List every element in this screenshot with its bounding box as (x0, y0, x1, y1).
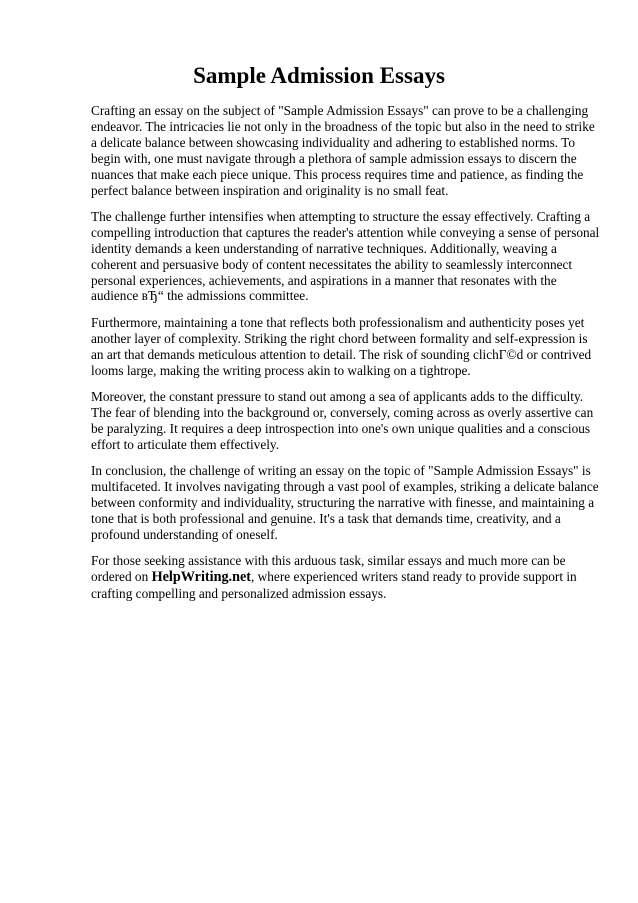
paragraph-5: In conclusion, the challenge of writing an essay on the topic of "Sample Admission Essays" is multifaceted. It involves navigating through a vast pool of examples, striking a delicate balance between conformity and individuality, structuring the narrative with finesse, and maintaining a tone that is both professional and genuine. It's a task that demands time, creativity, and a profound understanding of oneself. (91, 463, 599, 542)
paragraph-1: Crafting an essay on the subject of "Sample Admission Essays" can prove to be a challenging endeavor. The intricacies lie not only in the broadness of the topic but also in the need to strike a delicate balance between showcasing individuality and adhering to established norms. To begin with, one must navigate through a plethora of sample admission essays to discern the nuances that make each piece unique. This process requires time and patience, as finding the perfect balance between inspiration and originality is no small feat. (91, 103, 595, 198)
helpwriting-link[interactable]: HelpWriting.net (151, 569, 252, 586)
essay-body (91, 103, 603, 612)
closing-text-after-link: , where experienced writers stand ready to provide support in crafting compelling and personalized admission essays. (91, 569, 577, 601)
paragraph-4: Moreover, the constant pressure to stand out among a sea of applicants adds to the difficulty. The fear of blending into the background or, conversely, coming across as overly assertive can be paralyzing. It requires a deep introspection into one's own unique qualities and a conscious effort to articulate them effectively. (91, 389, 594, 452)
paragraph-3: Furthermore, maintaining a tone that reflects both professionalism and authenticity poses yet another layer of complexity. Striking the right chord between formality and self-expression is an art that demands meticulous attention to detail. The risk of sounding clichГ©d or contrived looms large, making the writing process akin to walking on a tightrope. (91, 314, 592, 378)
page-title: Sample Admission Essays (193, 63, 445, 88)
paragraph-2: The challenge further intensifies when attempting to structure the essay effectively. Crafting a compelling introduction that captures the reader's attention while conveying a sense of personal identity demands a keen understanding of narrative techniques. Additionally, weaving a coherent and persuasive body of content necessitates the ability to seamlessly interconnect personal experiences, achievements, and aspirations in a manner that resonates with the audience вЂ“ the admissions committee. (91, 208, 600, 304)
closing-text-before-link: For those seeking assistance with this arduous task, similar essays and much more can be ordered on (91, 553, 566, 585)
closing-paragraph (91, 553, 603, 602)
